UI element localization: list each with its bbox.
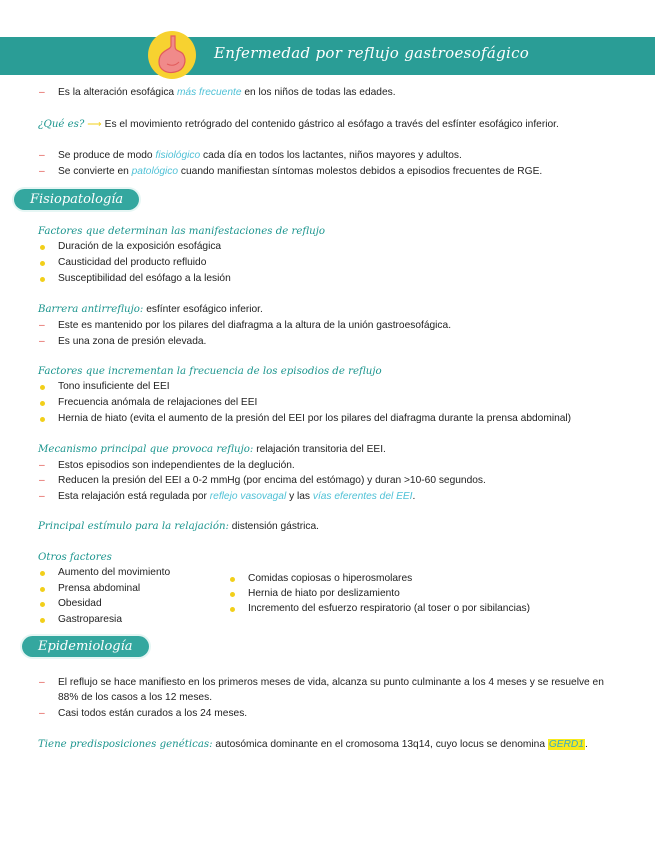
gerd-highlight: GERD1 xyxy=(548,739,584,750)
section-heading-fisiopatologia: Fisiopatología xyxy=(14,189,139,210)
barrera-line: Barrera antirreflujo: esfínter esofágico inferior. xyxy=(38,304,263,315)
subheading-otros: Otros factores xyxy=(38,552,112,563)
subheading-aumentan: Factores que incrementan la frecuencia de los episodios de reflujo xyxy=(38,366,382,377)
arrow-right-icon: ⟶ xyxy=(87,119,102,130)
section-heading-epidemiologia: Epidemiología xyxy=(22,636,149,657)
subheading-factores: Factores que determinan las manifestaciones de reflujo xyxy=(38,226,326,237)
genetica-line: Tiene predisposiciones genéticas: autosómica dominante en el cromosoma 13q14, cuyo locus se denomina GERD1. xyxy=(38,739,588,750)
stomach-icon xyxy=(147,30,197,80)
mecanismo-line: Mecanismo principal que provoca reflujo: relajación transitoria del EEI. xyxy=(38,444,386,455)
estimulo-line: Principal estímulo para la relajación: distensión gástrica. xyxy=(38,521,320,532)
page-title: Enfermedad por reflujo gastroesofágico xyxy=(214,44,530,62)
que-es-line: ¿Qué es? ⟶ Es el movimiento retrógrado del contenido gástrico al esófago a través del esfínter esofágico inferior. xyxy=(38,119,559,130)
